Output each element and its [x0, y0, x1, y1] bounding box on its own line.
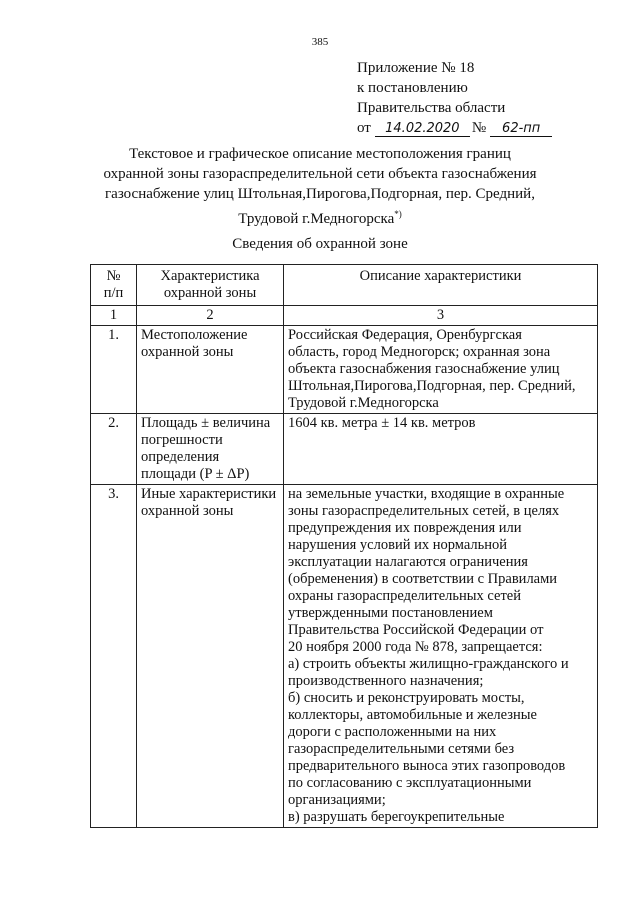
protection-zone-table	[90, 264, 598, 828]
document-title	[90, 144, 550, 229]
row-characteristic: Площадь ± величина погрешности определения площади (P ± ΔP)	[137, 414, 284, 485]
title-line: Трудовой г.Медногорска*)	[238, 209, 402, 227]
table-header-row	[91, 265, 598, 306]
row-characteristic: Местоположение охранной зоны	[137, 326, 284, 414]
appendix-decree-ref: к постановлению	[357, 80, 468, 96]
title-line: охранной зоны газораспределительной сети объекта газоснабжения	[103, 166, 537, 182]
handwritten-date: 14.02.2020	[375, 121, 470, 137]
column-index: 3	[284, 306, 598, 326]
appendix-date-line	[357, 118, 552, 138]
row-description: 1604 кв. метра ± 14 кв. метров	[284, 414, 598, 485]
row-characteristic: Иные характеристики охранной зоны	[137, 485, 284, 828]
table-row	[91, 326, 598, 414]
row-description: на земельные участки, входящие в охранные зоны газораспределительных сетей, в целях предупреждения их повреждения или нарушения условий их нормальной эксплуатации налагаются ограничения (обременения) в соответствии с Правилами охраны газораспределительных сетей утвержденными постановлением Правительства Российской Федерации от 20 ноября 2000 года № 878, запрещается: а) строить объекты жилищно-гражданского и производственного назначения; б) сносить и реконструировать мосты, коллекторы, автомобильные и железные дороги с расположенными на них газораспределительными сетями без предварительного выноса этих газопроводов по согласованию с эксплуатационными организациями; в) разрушать берегоукрепительные	[284, 485, 598, 828]
header-number: № п/п	[91, 265, 137, 306]
appendix-title: Приложение № 18	[357, 60, 475, 76]
column-index: 1	[91, 306, 137, 326]
from-label: от	[357, 120, 371, 136]
number-label: №	[471, 120, 487, 136]
title-line: газоснабжение улиц Штольная,Пирогова,Подгорная, пер. Средний,	[105, 186, 535, 202]
column-index: 2	[137, 306, 284, 326]
header-characteristic: Характеристика охранной зоны	[137, 265, 284, 306]
row-description: Российская Федерация, Оренбургская область, город Медногорск; охранная зона объекта газоснабжения газоснабжение улиц Штольная,Пирогова,Подгорная, пер. Средний, Трудовой г.Медногорска	[284, 326, 598, 414]
handwritten-number: 62-пп	[490, 121, 552, 137]
row-number: 1.	[91, 326, 137, 414]
title-line: Текстовое и графическое описание местоположения границ	[129, 146, 511, 162]
column-index-row	[91, 306, 598, 326]
row-number: 3.	[91, 485, 137, 828]
section-subtitle: Сведения об охранной зоне	[232, 236, 408, 252]
page-number: 385	[311, 36, 329, 48]
row-number: 2.	[91, 414, 137, 485]
header-description: Описание характеристики	[284, 265, 598, 306]
appendix-authority: Правительства области	[357, 100, 506, 116]
footnote-mark: *)	[394, 209, 402, 219]
table-row	[91, 485, 598, 828]
table-row	[91, 414, 598, 485]
appendix-block	[357, 58, 552, 138]
